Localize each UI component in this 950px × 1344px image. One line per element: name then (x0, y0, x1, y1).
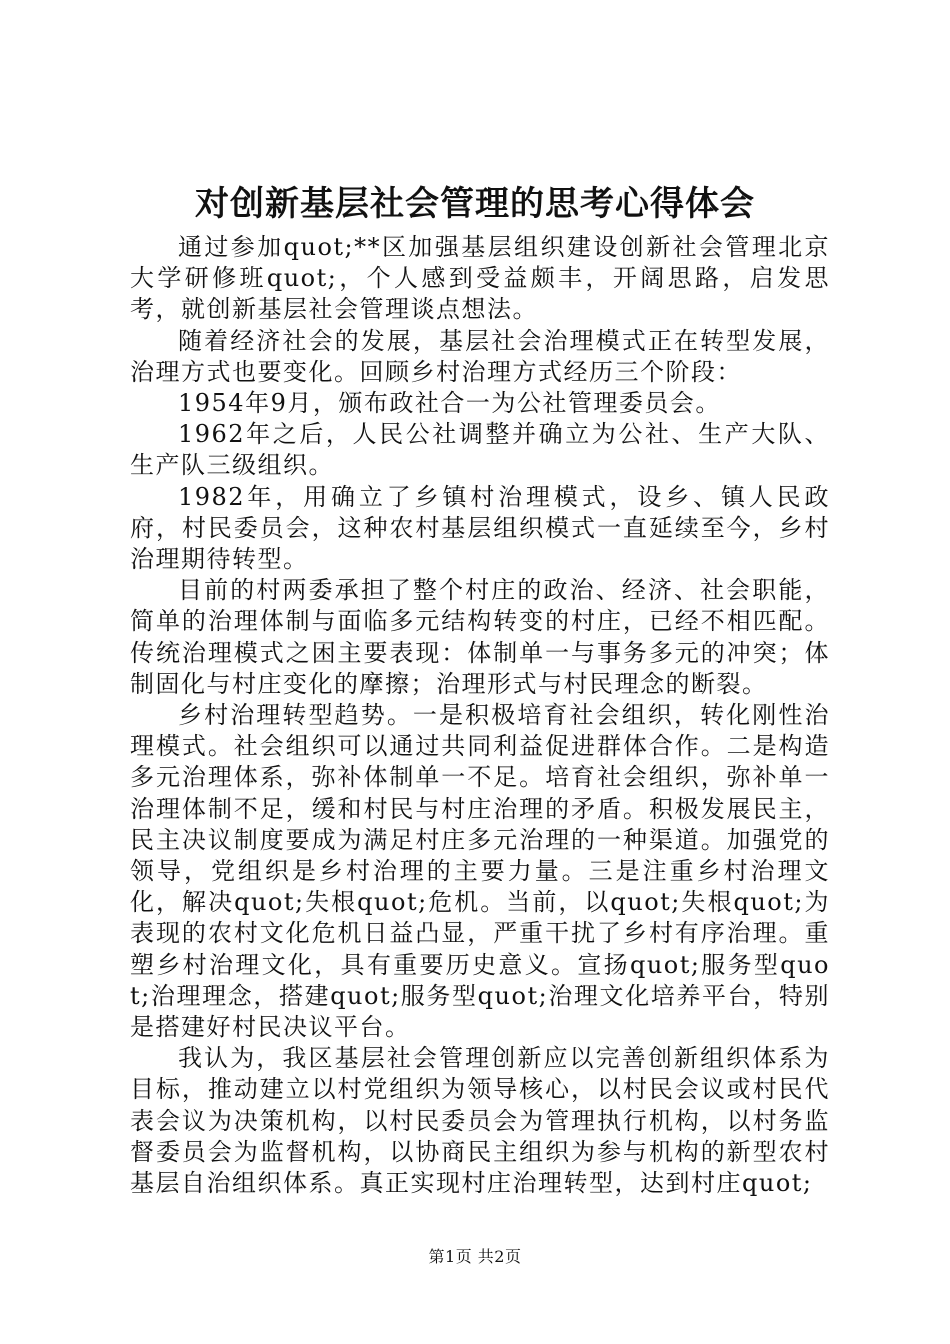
paragraph: 1962年之后，人民公社调整并确立为公社、生产大队、生产队三级组织。 (130, 420, 830, 480)
paragraph: 通过参加quot;**区加强基层组织建设创新社会管理北京大学研修班quot;，个人感到受益颇丰，开阔思路，启发思考，就创新基层社会管理谈点想法。 (130, 233, 830, 324)
paragraph: 目前的村两委承担了整个村庄的政治、经济、社会职能，简单的治理体制与面临多元结构转变的村庄，已经不相匹配。传统治理模式之困主要表现：体制单一与事务多元的冲突；体制固化与村庄变化的摩擦；治理形式与村民理念的断裂。 (130, 576, 830, 698)
paragraph: 我认为，我区基层社会管理创新应以完善创新组织体系为目标，推动建立以村党组织为领导核心，以村民会议或村民代表会议为决策机构，以村民委员会为管理执行机构，以村务监督委员会为监督机构，以协商民主组织为参与机构的新型农村基层自治组织体系。真正实现村庄治理转型，达到村庄quot; (130, 1044, 830, 1198)
paragraph: 随着经济社会的发展，基层社会治理模式正在转型发展，治理方式也要变化。回顾乡村治理方式经历三个阶段： (130, 326, 830, 386)
paragraph: 1982年，用确立了乡镇村治理模式，设乡、镇人民政府，村民委员会，这种农村基层组织模式一直延续至今，乡村治理期待转型。 (130, 482, 830, 574)
document-title: 对创新基层社会管理的思考心得体会 (195, 184, 755, 224)
paragraph: 乡村治理转型趋势。一是积极培育社会组织，转化刚性治理模式。社会组织可以通过共同利益促进群体合作。二是构造多元治理体系，弥补体制单一不足。培育社会组织，弥补单一治理体制不足，缓和村民与村庄治理的矛盾。积极发展民主，民主决议制度要成为满足村庄多元治理的一种渠道。加强党的领导，党组织是乡村治理的主要力量。三是注重乡村治理文化，解决quot;失根quot;危机。当前，以quot;失根quot;为表现的农村文化危机日益凸显，严重干扰了乡村有序治理。重塑乡村治理文化，具有重要历史意义。宣扬quot;服务型quot;治理理念，搭建quot;服务型quot;治理文化培养平台，特别是搭建好村民决议平台。 (130, 701, 830, 1042)
paragraph: 1954年9月，颁布政社合一为公社管理委员会。 (178, 389, 721, 418)
page-footer: 第1页 共2页 (428, 1247, 522, 1266)
document-body (130, 232, 830, 1199)
